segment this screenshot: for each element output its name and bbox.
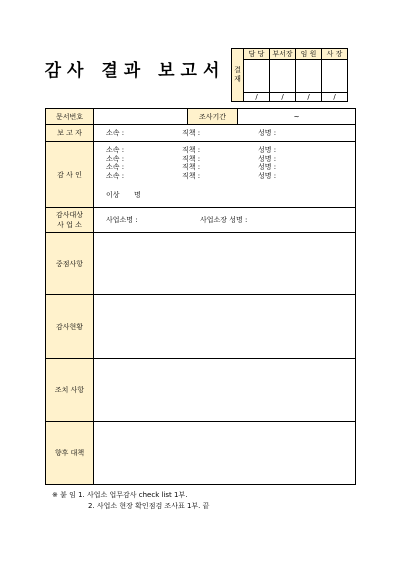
approval-date-executive[interactable]: / — [296, 93, 322, 102]
section-label-focus: 중점사항 — [46, 233, 94, 295]
approval-side-label-1: 결 — [234, 66, 241, 74]
target-label-line-1: 감사대상 — [55, 211, 84, 219]
approval-header-dept-head: 부서장 — [270, 49, 296, 60]
auditor-position: 직책 : — [182, 146, 201, 154]
period-separator: ~ — [293, 112, 300, 121]
target-office-head: 사업소장 성명 : — [200, 216, 248, 224]
auditor-position: 직책 : — [182, 154, 201, 163]
approval-box — [231, 48, 348, 102]
doc-no-label: 문서번호 — [46, 109, 94, 125]
period-label: 조사기간 — [188, 109, 238, 125]
auditor-affiliation: 소속 : — [106, 163, 125, 171]
attachment-line-1: ※ 붙 임 1. 사업소 업무감사 check list 1부. — [52, 491, 188, 499]
auditor-row — [106, 163, 355, 172]
section-label-future-plans: 향후 대책 — [46, 422, 94, 485]
auditor-position: 직책 : — [182, 163, 201, 171]
target-field[interactable] — [94, 208, 356, 233]
approval-sign-executive[interactable] — [296, 60, 322, 93]
approval-date-president[interactable]: / — [322, 93, 348, 102]
reporter-name: 성명 : — [258, 129, 277, 137]
approval-sign-staff[interactable] — [244, 60, 270, 93]
approval-date-staff[interactable]: / — [244, 93, 270, 102]
auditor-count-prefix: 이상 — [106, 191, 120, 199]
target-office-name: 사업소명 : — [106, 216, 138, 224]
auditor-affiliation: 소속 : — [106, 154, 125, 163]
approval-date-dept-head[interactable]: / — [270, 93, 296, 102]
auditor-position: 직책 : — [182, 171, 201, 180]
approval-header-staff: 담 당 — [244, 49, 270, 60]
approval-sign-president[interactable] — [322, 60, 348, 93]
section-field-actions[interactable] — [94, 359, 356, 422]
auditor-count-suffix: 명 — [134, 191, 141, 199]
auditor-name: 성명 : — [258, 171, 277, 180]
page-title: 감사 결과 보고서 — [44, 61, 226, 81]
attachments-note — [52, 490, 209, 512]
approval-side-label-2: 재 — [234, 75, 241, 83]
approval-side-label — [232, 49, 244, 102]
auditor-name: 성명 : — [258, 146, 277, 154]
approval-sign-dept-head[interactable] — [270, 60, 296, 93]
section-label-actions: 조치 사항 — [46, 359, 94, 422]
auditor-row — [106, 155, 355, 164]
auditor-affiliation: 소속 : — [106, 171, 125, 180]
auditors-label: 감 사 인 — [46, 142, 94, 208]
auditor-affiliation: 소속 : — [106, 146, 125, 154]
auditors-field[interactable] — [94, 142, 356, 208]
approval-header-executive: 임 원 — [296, 49, 322, 60]
section-label-status: 감사현황 — [46, 295, 94, 359]
auditor-name: 성명 : — [258, 154, 277, 163]
reporter-position: 직책 : — [182, 129, 201, 137]
auditor-name: 성명 : — [258, 163, 277, 171]
section-field-status[interactable] — [94, 295, 356, 359]
attachment-line-2: 2. 사업소 현장 확인점검 조사표 1부. 끝 — [88, 502, 210, 510]
report-form — [45, 108, 356, 485]
reporter-label: 보 고 자 — [46, 125, 94, 142]
approval-header-president: 사 장 — [322, 49, 348, 60]
target-label-line-2: 사 업 소 — [57, 221, 82, 229]
section-field-focus[interactable] — [94, 233, 356, 295]
target-label — [46, 208, 94, 233]
reporter-affiliation: 소속 : — [106, 129, 125, 137]
auditor-count — [106, 190, 355, 200]
doc-no-field[interactable] — [94, 109, 188, 125]
section-field-future-plans[interactable] — [94, 422, 356, 485]
reporter-field[interactable] — [94, 125, 356, 142]
auditor-row — [106, 146, 355, 155]
auditor-row — [106, 172, 355, 181]
period-field[interactable] — [238, 109, 356, 125]
